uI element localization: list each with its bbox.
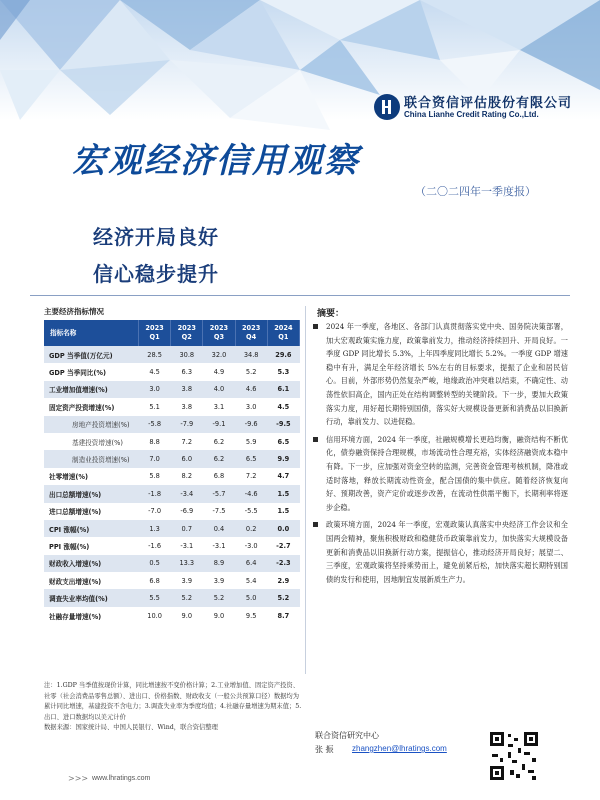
summary-text: 2024 年一季度，各地区、各部门认真贯彻落实党中央、国务院决策部署，加大宏观政策实施力度，政策靠前发力，推动经济持续回升、开局良好。一季度 GDP 同比增长 5.3%，上年四季度同比增长 5.2%。一季度 GDP 增速稳中有升，满足全年经济增长 5%左右的目标要求，提振了企业和居民信心。目前，外部形势仍然复杂严峻，地缘政治冲突难以结束，不确定性、动荡性依旧高企，国内正处在结构调整转型的关键阶段。下一步，要加大政策落实力度，用好超长期特别国债，落实好大规模设备更新和消费品以旧换新行动，靠前发力、以进促稳。 (326, 322, 568, 427)
indicator-value: -6.9 (180, 507, 194, 516)
indicator-value: 1.3 (139, 520, 171, 537)
column-header: 指标名称 (44, 320, 139, 346)
indicator-value: 6.1 (267, 381, 299, 398)
table-row (44, 520, 300, 537)
indicator-value: 4.7 (277, 472, 290, 481)
table-row (44, 381, 300, 398)
indicator-value: 8.7 (277, 611, 290, 620)
table-row (44, 416, 300, 433)
indicator-value: -7.5 (212, 507, 226, 516)
indicator-value: 5.2 (203, 589, 235, 606)
indicator-value: 4.9 (213, 368, 225, 377)
indicator-value: 4.0 (203, 381, 235, 398)
divider (30, 295, 570, 296)
indicator-value: -9.1 (203, 416, 235, 433)
summary-item (312, 518, 568, 586)
indicator-value: -7.9 (171, 416, 203, 433)
indicator-name: 固定资产投资增速(%) (49, 403, 115, 412)
bullet-square-icon (313, 437, 318, 442)
indicator-value: 6.2 (213, 437, 225, 446)
indicator-value: 0.0 (267, 520, 299, 537)
report-title: 宏观经济信用观察 (72, 141, 360, 181)
indicator-value: -9.5 (267, 416, 299, 433)
indicator-value: -1.6 (148, 541, 162, 550)
indicator-value: 5.5 (139, 589, 171, 606)
table-row (44, 485, 300, 502)
indicator-value: 5.0 (235, 589, 267, 606)
indicator-value: 3.8 (181, 402, 193, 411)
bullet-square-icon (313, 522, 318, 527)
indicator-value: -3.1 (212, 541, 226, 550)
indicator-value: 4.5 (149, 368, 160, 377)
indicator-value: -3.1 (180, 541, 194, 550)
column-divider (305, 306, 306, 674)
table-row (44, 537, 300, 554)
indicator-value: 3.1 (213, 402, 225, 411)
report-edition: （二〇二四年一季度报） (415, 185, 536, 198)
indicator-value: 6.8 (149, 576, 160, 585)
indicator-value: -5.5 (244, 507, 258, 516)
indicator-name: 工业增加值增速(%) (44, 381, 139, 398)
indicator-value: 30.8 (171, 346, 203, 363)
summary-title: 摘要： (317, 309, 345, 319)
indicator-value: 3.9 (181, 576, 193, 585)
indicator-value: -2.3 (267, 555, 299, 572)
table-row (44, 468, 300, 485)
indicator-value: 9.0 (181, 611, 193, 620)
indicator-value: 0.5 (139, 555, 171, 572)
table-row (44, 450, 300, 467)
table-row (44, 433, 300, 450)
indicator-value: 3.9 (213, 576, 225, 585)
table-row (44, 589, 300, 606)
indicator-name: 制造业投资增速(%) (44, 450, 139, 467)
indicator-name: PPI 涨幅(%) (49, 542, 90, 551)
indicator-value: 9.0 (213, 611, 225, 620)
indicator-name: 社零增速(%) (49, 473, 89, 482)
website-url[interactable]: www.lhratings.com (92, 775, 151, 782)
indicator-value: 5.2 (245, 368, 257, 377)
company-name-cn: 联合资信评估股份有限公司 (404, 96, 573, 111)
headline-line-2: 信心稳步提升 (93, 262, 219, 286)
indicator-value: 5.3 (277, 368, 290, 377)
table-row (44, 346, 300, 363)
indicator-value: 5.4 (245, 576, 257, 585)
indicator-value: -2.7 (276, 541, 291, 550)
indicator-value: 32.0 (203, 346, 235, 363)
indicator-value: -3.0 (244, 541, 258, 550)
summary-text: 政策环境方面，2024 年一季度，宏观政策认真落实中央经济工作会议和全国两会精神，聚焦积极财政和稳健货币政策靠前发力，加快落实大规模设备更新和消费品以旧换新行动方案，提振信心，推动经济开局良好；展望二、三季度，宏观政策将坚持乘势而上，避免前紧后松，加快落实超长期特别国债的发行和使用，因地制宜发展新质生产力。 (326, 520, 568, 584)
indicator-name: GDP 当季值(万亿元) (44, 346, 139, 363)
indicator-value: 2.9 (277, 576, 290, 585)
summary-text: 信用环境方面，2024 年一季度，社融规模增长更趋均衡，融资结构不断优化，债券融资保持合理规模，市场流动性合理充裕，实体经济融资成本稳中有降。下一步，应加强对资金空转的监测，完善资金管理考核机制，降准或适时落地，释放长期流动性资金，配合国债的集中供应。随着经济恢复向好、预期改善，资产定价或逐步改善，在流动性供需平衡下，长期利率将逐步企稳。 (326, 434, 568, 512)
indicator-value: 6.5 (235, 450, 267, 467)
summary-list (312, 320, 568, 590)
table-row (44, 555, 300, 572)
company-name-en: China Lianhe Credit Rating Co.,Ltd. (404, 110, 539, 119)
indicator-value: 5.2 (267, 589, 299, 606)
indicator-value: 5.2 (171, 589, 203, 606)
author-email-link[interactable]: zhangzhen@lhratings.com (352, 744, 447, 753)
table-row (44, 363, 300, 380)
indicator-name: 房地产投资增速(%) (44, 416, 139, 433)
arrow-decoration-icon: >>> (68, 774, 89, 783)
table-row (44, 572, 300, 589)
lianhe-logo-icon (374, 94, 400, 120)
indicator-value: -4.6 (235, 485, 267, 502)
column-header: 2023 Q4 (235, 320, 267, 346)
indicator-name: 出口总额增速(%) (44, 485, 139, 502)
indicator-name: 财政收入增速(%) (44, 555, 139, 572)
indicator-value: 34.8 (235, 346, 267, 363)
indicator-name: GDP 当季同比(%) (49, 369, 107, 378)
indicator-value: 5.1 (149, 402, 160, 411)
indicator-value: -7.0 (148, 507, 162, 516)
indicator-value: 10.0 (147, 611, 162, 620)
indicator-value: 5.8 (149, 472, 160, 481)
indicator-value: 8.2 (181, 472, 193, 481)
indicator-value: 29.6 (267, 346, 299, 363)
indicator-value: 7.2 (181, 437, 193, 446)
column-header: 2023 Q1 (139, 320, 171, 346)
indicator-value: 9.9 (267, 450, 299, 467)
notes-text: 注：1.GDP 当季值按现价计算，同比增速按不变价格计算；2.工业增加值、固定资产投资、社零（社会消费品零售总额）、进出口、价格指数、财政收支（一般公共预算口径）数据均为累计同比增速，基建投资不含电力；3.调查失业率为季度均值；4.社融存量增速为期末值；5.出口、进口数据均以美元计价 (44, 682, 302, 721)
indicator-value: 7.2 (245, 472, 257, 481)
data-source: 数据来源：国家统计局、中国人民银行、Wind，联合资信整理 (44, 724, 218, 731)
indicator-value: 9.5 (245, 611, 257, 620)
summary-item (312, 320, 568, 429)
indicator-value: 3.0 (139, 381, 171, 398)
indicator-value: 3.8 (171, 381, 203, 398)
indicator-value: 1.5 (277, 507, 290, 516)
research-center: 联合资信研究中心 (315, 731, 379, 740)
bullet-square-icon (313, 324, 318, 329)
indicator-value: 0.2 (235, 520, 267, 537)
indicator-table (44, 320, 300, 624)
indicator-value: -1.8 (139, 485, 171, 502)
indicator-value: 8.9 (203, 555, 235, 572)
indicator-value: -5.7 (203, 485, 235, 502)
indicator-value: 13.3 (171, 555, 203, 572)
indicator-value: -3.4 (171, 485, 203, 502)
column-header: 2024 Q1 (267, 320, 299, 346)
indicator-value: 5.9 (245, 437, 257, 446)
column-header: 2023 Q3 (203, 320, 235, 346)
indicator-value: 4.6 (235, 381, 267, 398)
table-row (44, 398, 300, 415)
table-body (44, 346, 300, 624)
summary-item (312, 433, 568, 515)
table-notes (44, 681, 302, 734)
column-header: 2023 Q2 (171, 320, 203, 346)
indicator-value: 0.7 (171, 520, 203, 537)
table-row (44, 503, 300, 520)
indicator-value: 6.0 (171, 450, 203, 467)
table-caption: 主要经济指标情况 (44, 307, 104, 316)
indicator-name: 财政支出增速(%) (49, 577, 102, 586)
indicator-value: 28.5 (139, 346, 171, 363)
indicator-name: 社融存量增速(%) (49, 612, 102, 621)
indicator-value: 6.5 (277, 437, 290, 446)
indicator-name: 进口总额增速(%) (49, 508, 102, 517)
table-header-row (44, 320, 300, 346)
company-logo (374, 92, 589, 128)
indicator-value: 3.0 (245, 402, 257, 411)
indicator-value: -9.6 (235, 416, 267, 433)
table-row (44, 607, 300, 624)
indicator-value: 1.5 (267, 485, 299, 502)
indicator-value: 8.8 (149, 437, 160, 446)
author-name: 张 振 (315, 745, 334, 754)
indicator-value: 6.8 (213, 472, 225, 481)
indicator-name: 基建投资增速(%) (72, 438, 123, 447)
indicator-name: CPI 涨幅(%) (44, 520, 139, 537)
qr-code-icon (488, 730, 540, 782)
indicator-value: 0.4 (203, 520, 235, 537)
indicator-value: -5.8 (139, 416, 171, 433)
indicator-name: 调查失业率均值(%) (44, 589, 139, 606)
indicator-value: 6.4 (235, 555, 267, 572)
indicator-value: 7.0 (139, 450, 171, 467)
headline-line-1: 经济开局良好 (93, 225, 219, 249)
indicator-value: 6.3 (181, 368, 193, 377)
indicator-value: 6.2 (203, 450, 235, 467)
indicator-value: 4.5 (277, 402, 290, 411)
